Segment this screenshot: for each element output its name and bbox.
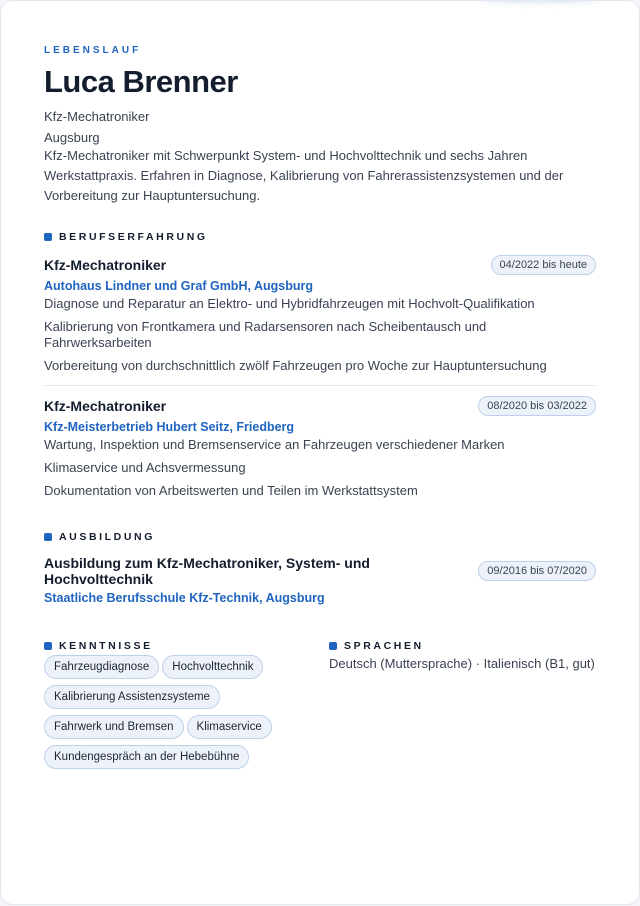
section-bullet-icon — [329, 642, 337, 650]
job-bullets — [44, 296, 596, 374]
date-badge: 09/2016 bis 07/2020 — [478, 561, 596, 581]
languages-heading-label: SPRACHEN — [344, 639, 424, 652]
job-role: Kfz-Mechatroniker — [44, 256, 167, 273]
skills-section — [44, 640, 329, 775]
experience-entry — [44, 255, 596, 374]
job-bullet: Klimaservice und Achsvermessung — [44, 459, 246, 475]
degree-title: Ausbildung zum Kfz-Mechatroniker, System- und Hochvolttechnik — [44, 554, 370, 587]
job-bullet: Diagnose und Reparatur an Elektro- und Hybridfahrzeugen mit Hochvolt-Qualifikation — [44, 295, 535, 311]
resume-content — [44, 45, 596, 775]
languages-heading — [329, 640, 596, 652]
skills-heading — [44, 640, 329, 652]
skill-chip: Fahrzeugdiagnose — [44, 655, 159, 679]
candidate-location: Augsburg — [44, 129, 100, 145]
education-heading — [44, 531, 596, 543]
education-entry — [44, 555, 596, 605]
job-bullet: Wartung, Inspektion und Bremsenservice an Fahrzeugen verschiedener Marken — [44, 436, 505, 452]
entry-divider — [44, 385, 596, 386]
job-bullet: Kalibrierung von Frontkamera und Radarsensoren nach Scheibentausch und Fahrwerksarbeiten — [44, 318, 487, 350]
experience-heading — [44, 231, 596, 243]
skills-languages-row — [44, 640, 596, 775]
employer: Autohaus Lindner und Graf GmbH, Augsburg — [44, 278, 313, 293]
job-role: Kfz-Mechatroniker — [44, 397, 167, 414]
experience-entry — [44, 396, 596, 499]
experience-entry-header — [44, 396, 596, 416]
resume-page — [1, 1, 639, 904]
skill-chip: Kundengespräch an der Hebebühne — [44, 745, 249, 769]
profile-summary: Kfz-Mechatroniker mit Schwerpunkt System- und Hochvolttechnik und sechs Jahren Werkstattpraxis. Erfahren in Diagnose, Kalibrierung von Fahrerassistenzsystemen und der Vorbereitung zur Hauptuntersuchung. — [44, 147, 564, 203]
job-bullets — [44, 437, 596, 499]
skill-chip: Hochvolttechnik — [162, 655, 263, 679]
employer: Kfz-Meisterbetrieb Hubert Seitz, Friedberg — [44, 419, 295, 434]
education-section — [44, 531, 596, 605]
education-entry-header — [44, 555, 596, 587]
education-heading-label: AUSBILDUNG — [59, 530, 155, 543]
page-corner-glow — [479, 1, 599, 3]
job-bullet: Dokumentation von Arbeitswerten und Teilen im Werkstattsystem — [44, 482, 418, 498]
experience-entry-header — [44, 255, 596, 275]
experience-section — [44, 231, 596, 499]
section-bullet-icon — [44, 642, 52, 650]
experience-heading-label: BERUFSERFAHRUNG — [59, 230, 208, 243]
languages-section — [329, 640, 596, 775]
languages-list: Deutsch (Muttersprache) · Italienisch (B1, gut) — [329, 655, 595, 671]
section-bullet-icon — [44, 533, 52, 541]
school: Staatliche Berufsschule Kfz-Technik, Augsburg — [44, 590, 325, 605]
skills-heading-label: KENNTNISSE — [59, 639, 153, 652]
skill-chips — [44, 655, 329, 775]
candidate-name: Luca Brenner — [44, 64, 238, 99]
skill-chip: Kalibrierung Assistenzsysteme — [44, 685, 220, 709]
skill-chip: Klimaservice — [187, 715, 272, 739]
job-bullet: Vorbereitung von durchschnittlich zwölf Fahrzeugen pro Woche zur Hauptuntersuchung — [44, 357, 547, 373]
date-badge: 08/2020 bis 03/2022 — [478, 396, 596, 416]
candidate-title: Kfz-Mechatroniker — [44, 108, 150, 124]
document-eyebrow: LEBENSLAUF — [44, 45, 142, 56]
date-badge: 04/2022 bis heute — [491, 255, 596, 275]
section-bullet-icon — [44, 233, 52, 241]
skill-chip: Fahrwerk und Bremsen — [44, 715, 184, 739]
resume-header — [44, 45, 596, 206]
